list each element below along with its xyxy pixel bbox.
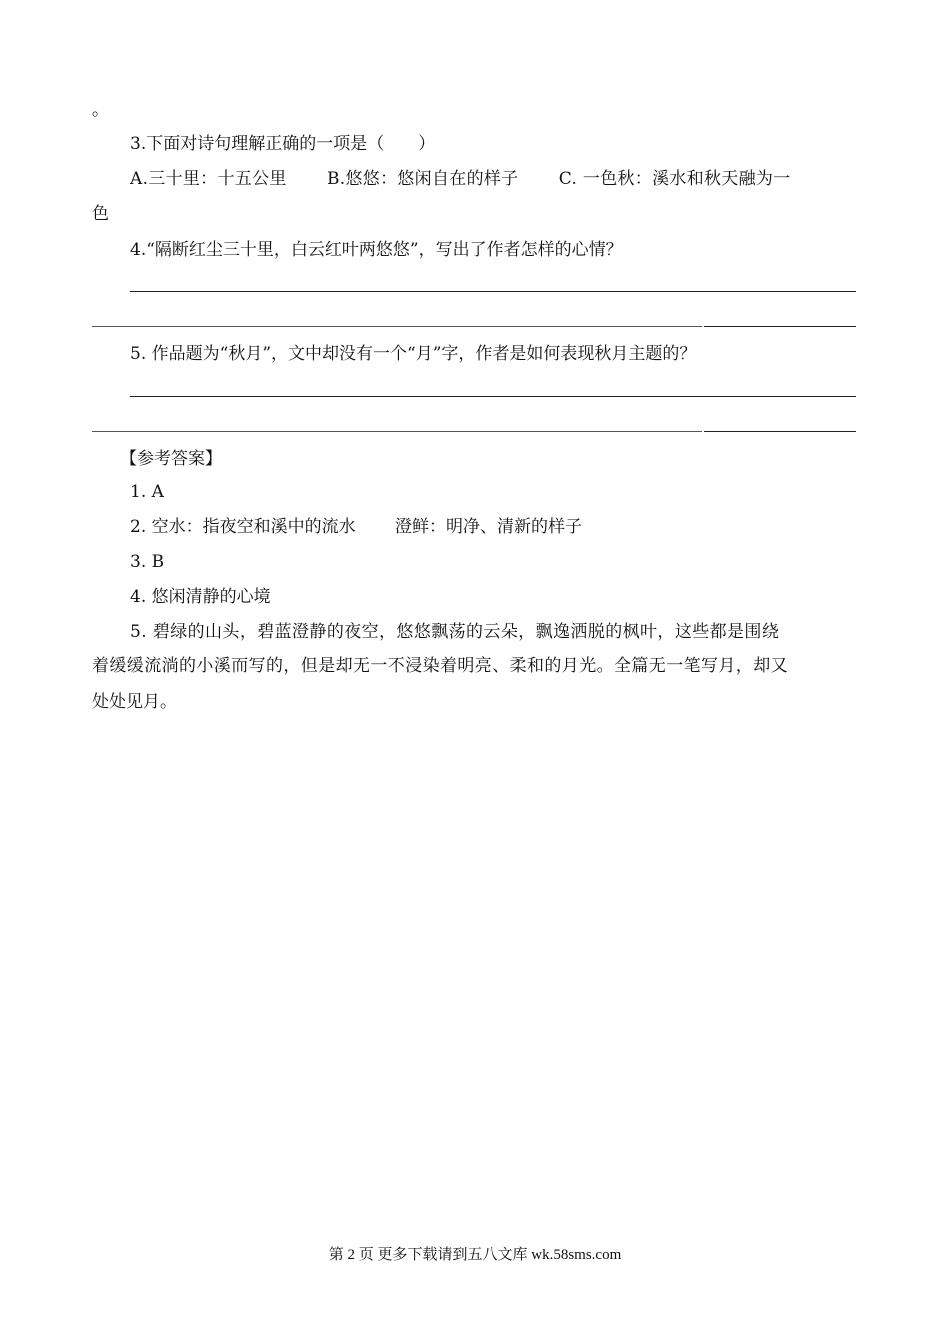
- answer-blank-line: [130, 291, 856, 292]
- answer-blank-line: [704, 326, 856, 327]
- answer-4: 4. 悠闲清静的心境: [130, 587, 271, 607]
- answer-5-line-3: 处处见月。: [92, 692, 177, 712]
- question-3-options-continued: 色: [92, 204, 109, 224]
- answer-3: 3. B: [130, 552, 165, 572]
- answer-key-heading: 【参考答案】: [120, 449, 222, 469]
- answer-blank-line: [704, 431, 856, 432]
- top-fragment: 。: [92, 100, 109, 120]
- answer-blank-line: [92, 326, 702, 327]
- answer-2: 2. 空水：指夜空和溪中的流水 澄鲜：明净、清新的样子: [130, 517, 583, 537]
- question-3-stem: 3.下面对诗句理解正确的一项是（ ）: [130, 134, 436, 154]
- answer-blank-line: [92, 431, 702, 432]
- question-4-stem: 4.“隔断红尘三十里，白云红叶两悠悠”，写出了作者怎样的心情？: [130, 240, 623, 260]
- answer-5-line-1: 5. 碧绿的山头，碧蓝澄静的夜空，悠悠飘荡的云朵，飘逸洒脱的枫叶，这些都是围绕: [130, 622, 780, 642]
- answer-5-line-2: 着缓缓流淌的小溪而写的，但是却无一不浸染着明亮、柔和的月光。全篇无一笔写月，却又: [92, 656, 788, 676]
- page-footer: 第 2 页 更多下载请到五八文库 wk.58sms.com: [328, 1247, 622, 1263]
- question-3-options: A.三十里：十五公里 B.悠悠：悠闲自在的样子 C. 一色秋：溪水和秋天融为一: [130, 169, 791, 189]
- question-5-stem: 5. 作品题为“秋月”，文中却没有一个“月”字，作者是如何表现秋月主题的？: [130, 344, 697, 364]
- answer-blank-line: [130, 396, 856, 397]
- answer-1: 1. A: [130, 482, 164, 502]
